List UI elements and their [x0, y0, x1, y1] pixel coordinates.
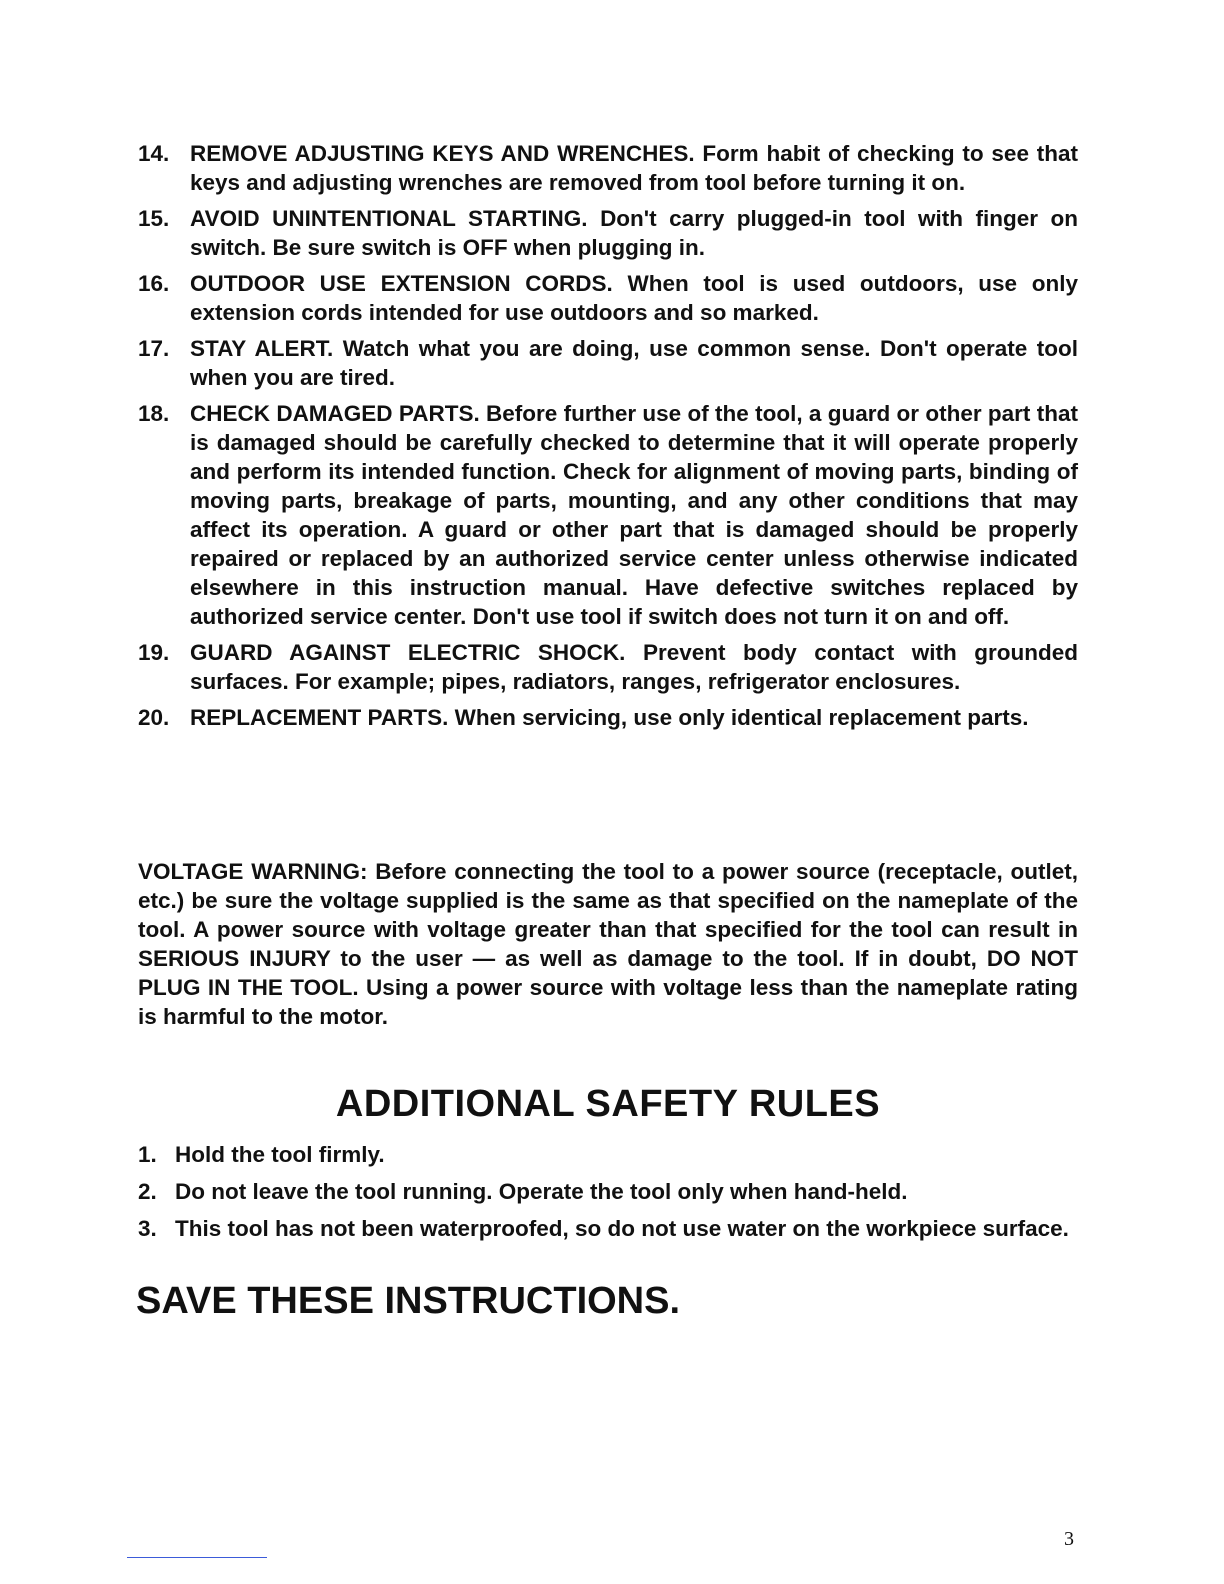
- rule-body: Prevent body contact with grounded surfaces. For example; pipes, radiators, ranges, refrigerator enclosures.: [190, 640, 1078, 694]
- general-safety-rules-list: [138, 139, 1078, 739]
- rule-body: Don't carry plugged-in tool with finger on switch. Be sure switch is OFF when plugging in.: [190, 206, 1078, 260]
- rule-body: Watch what you are doing, use common sense. Don't operate tool when you are tired.: [190, 336, 1078, 390]
- additional-rule-text: Do not leave the tool running. Operate the tool only when hand-held.: [175, 1179, 908, 1204]
- rule-number: 16.: [138, 271, 170, 296]
- rule-heading: AVOID UNINTENTIONAL STARTING.: [190, 206, 588, 231]
- footer-divider: [127, 1557, 267, 1558]
- rule-number: 19.: [138, 640, 170, 665]
- voltage-warning-paragraph: VOLTAGE WARNING: Before connecting the tool to a power source (receptacle, outlet, etc.) be sure the voltage supplied is the same as that specified on the nameplate of the tool. A power source with voltage greater than that specified for the tool can result in SERIOUS INJURY to the user — as well as damage to the tool. If in doubt, DO NOT PLUG IN THE TOOL. Using a power source with voltage less than the nameplate rating is harmful to the motor.: [138, 859, 1078, 1029]
- rule-item-19: [138, 638, 1078, 696]
- rule-heading: GUARD AGAINST ELECTRIC SHOCK.: [190, 640, 626, 665]
- rule-heading: OUTDOOR USE EXTENSION CORDS.: [190, 271, 613, 296]
- rule-item-16: [138, 269, 1078, 327]
- rule-body: Before further use of the tool, a guard or other part that is damaged should be carefully checked to determine that it will operate properly and perform its intended function. Check for alignment of moving parts, binding of moving parts, breakage of parts, mounting, and any other conditions that may affect its operation. A guard or other part that is damaged should be properly repaired or replaced by an authorized service center unless otherwise indicated elsewhere in this instruction manual. Have defective switches replaced by authorized service center. Don't use tool if switch does not turn it on and off.: [190, 401, 1078, 629]
- page-number: 3: [1064, 1528, 1074, 1550]
- rule-item-17: [138, 334, 1078, 392]
- rule-body: When servicing, use only identical replacement parts.: [454, 705, 1029, 730]
- rule-heading: REMOVE ADJUSTING KEYS AND WRENCHES.: [190, 141, 695, 166]
- rule-item-14: [138, 139, 1078, 197]
- rule-number: 18.: [138, 401, 170, 426]
- additional-rule-item-3: [138, 1214, 1078, 1243]
- rule-item-15: [138, 204, 1078, 262]
- rule-item-18: [138, 399, 1078, 631]
- rule-number: 20.: [138, 705, 170, 730]
- additional-rule-number: 3.: [138, 1216, 157, 1241]
- additional-rule-number: 2.: [138, 1179, 157, 1204]
- additional-rule-text: Hold the tool firmly.: [175, 1142, 385, 1167]
- rule-heading: REPLACEMENT PARTS.: [190, 705, 449, 730]
- additional-rule-item-2: [138, 1177, 1078, 1206]
- rule-body: Form habit of checking to see that keys and adjusting wrenches are removed from tool before turning it on.: [190, 141, 1078, 195]
- rule-number: 15.: [138, 206, 170, 231]
- rule-heading: STAY ALERT.: [190, 336, 334, 361]
- rule-item-20: [138, 703, 1078, 732]
- rule-heading: CHECK DAMAGED PARTS.: [190, 401, 480, 426]
- rule-body: When tool is used outdoors, use only extension cords intended for use outdoors and so marked.: [190, 271, 1078, 325]
- additional-safety-rules-list: [138, 1140, 1078, 1251]
- save-instructions-heading: SAVE THESE INSTRUCTIONS.: [136, 1280, 681, 1322]
- additional-rule-text: This tool has not been waterproofed, so do not use water on the workpiece surface.: [175, 1216, 1069, 1241]
- additional-rule-item-1: [138, 1140, 1078, 1169]
- rule-number: 14.: [138, 141, 170, 166]
- additional-rule-number: 1.: [138, 1142, 157, 1167]
- rule-number: 17.: [138, 336, 170, 361]
- additional-safety-rules-title: ADDITIONAL SAFETY RULES: [335, 1083, 881, 1125]
